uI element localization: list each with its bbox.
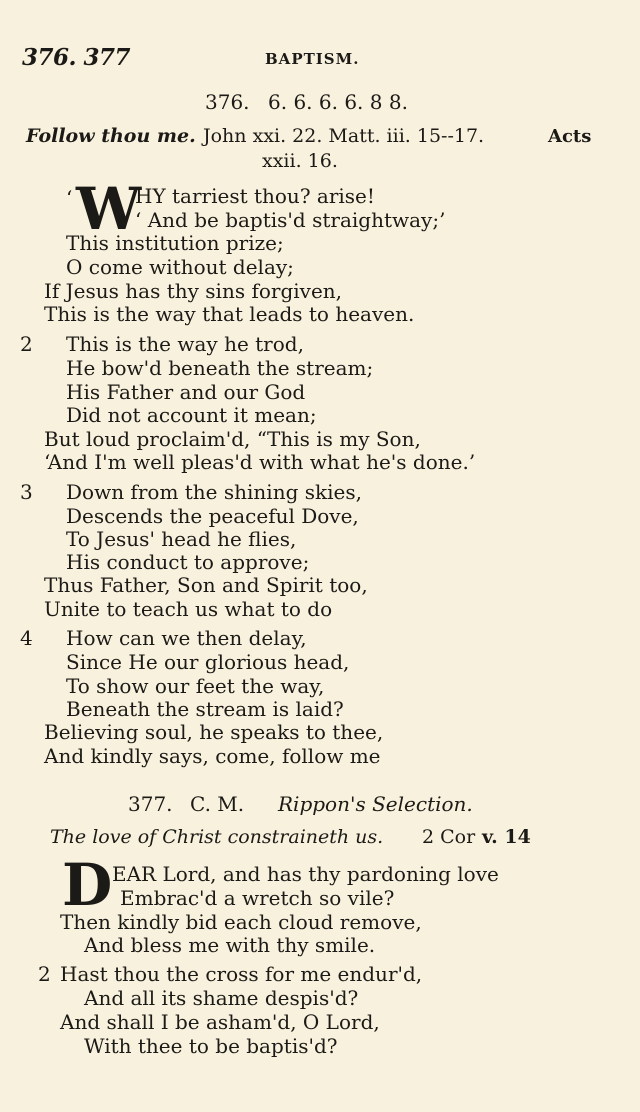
hymn376-v4-line: Beneath the stream is laid? (66, 697, 344, 721)
hymn-377-subtitle: The love of Christ constraineth us. (50, 826, 384, 848)
verse-number: 2 (20, 332, 33, 356)
hymn376-v2-line: His Father and our God (66, 380, 306, 404)
hymn376-v2-line: This is the way he trod, (66, 332, 304, 356)
hymn376-v4-line: How can we then delay, (66, 626, 307, 650)
hymn376-v2-line: ‘And I'm well pleas'd with what he's done.’ (44, 450, 476, 474)
hymn376-v1-line: ‘ And be baptis'd straightway;’ (135, 208, 446, 232)
hymn376-v1-line: If Jesus has thy sins forgiven, (44, 279, 343, 303)
hymn-377-meter: C. M. (190, 792, 245, 816)
hymn376-v2-line: But loud proclaim'd, “This is my Son, (44, 427, 421, 451)
hymn376-v4-line: Believing soul, he speaks to thee, (44, 720, 384, 744)
hymn-377-number: 377. (128, 792, 173, 816)
hymn376-v1-line: O come without delay; (66, 255, 294, 279)
hymn376-v3-line: Down from the shining skies, (66, 480, 362, 504)
hymn-377-scripture: 2 Cor (422, 826, 476, 848)
hymn376-v1-line: This is the way that leads to heaven. (44, 302, 415, 326)
page-numbers: 376. 377 (22, 44, 131, 71)
hymn-376-scripture-acts: Acts (548, 126, 592, 147)
hymn-376-scripture-cont: xxii. 16. (262, 150, 338, 172)
hymn376-v4-line: To show our feet the way, (66, 674, 325, 698)
verse1-drop-cap: W (76, 175, 142, 243)
hymn377-v1-line: And bless me with thy smile. (84, 933, 376, 957)
hymn376-v3-line: Thus Father, Son and Spirit too, (44, 573, 368, 597)
hymn377-v1-line: EAR Lord, and has thy pardoning love (112, 862, 499, 886)
verse-number: 2 (38, 962, 51, 986)
running-title: BAPTISM. (265, 50, 360, 68)
hymn376-v3-line: Descends the peaceful Dove, (66, 504, 359, 528)
hymn-376-meter: 6. 6. 6. 6. 8 8. (268, 90, 408, 114)
hymn-376-scripture: John xxi. 22. Matt. iii. 15--17. (203, 125, 485, 147)
verse-number: 3 (20, 480, 33, 504)
hymn-377-scripture-ref: v. 14 (482, 826, 531, 848)
hymn376-v3-line: His conduct to approve; (66, 550, 310, 574)
verse-number: 4 (20, 626, 33, 650)
hymn376-v2-line: Did not account it mean; (66, 403, 317, 427)
hymn376-v1-line: HY tarriest thou? arise! (135, 184, 375, 208)
hymn377-v1-line: Then kindly bid each cloud remove, (60, 910, 422, 934)
hymn376-v3-line: To Jesus' head he flies, (66, 527, 297, 551)
verse1-open-quote: ‘ (66, 186, 73, 210)
hymn377-v2-line: Hast thou the cross for me endur'd, (60, 962, 423, 986)
hymn-376-subtitle: Follow thou me. (26, 125, 196, 147)
hymn377-v2-line: With thee to be baptis'd? (84, 1034, 338, 1058)
hymn376-v3-line: Unite to teach us what to do (44, 597, 333, 621)
hymn376-v4-line: And kindly says, come, follow me (44, 744, 381, 768)
hymn377-v2-line: And all its shame despis'd? (84, 986, 359, 1010)
hymn377-v1-line: Embrac'd a wretch so vile? (120, 886, 395, 910)
hymn376-v1-line: This institution prize; (66, 231, 284, 255)
hymn376-v2-line: He bow'd beneath the stream; (66, 356, 374, 380)
hymn-377-source: Rippon's Selection. (278, 792, 473, 816)
hymn376-v4-line: Since He our glorious head, (66, 650, 350, 674)
hymn-376-number: 376. (205, 90, 250, 114)
hymn377-v2-line: And shall I be asham'd, O Lord, (60, 1010, 380, 1034)
hymn377-drop-cap: D (62, 851, 113, 919)
